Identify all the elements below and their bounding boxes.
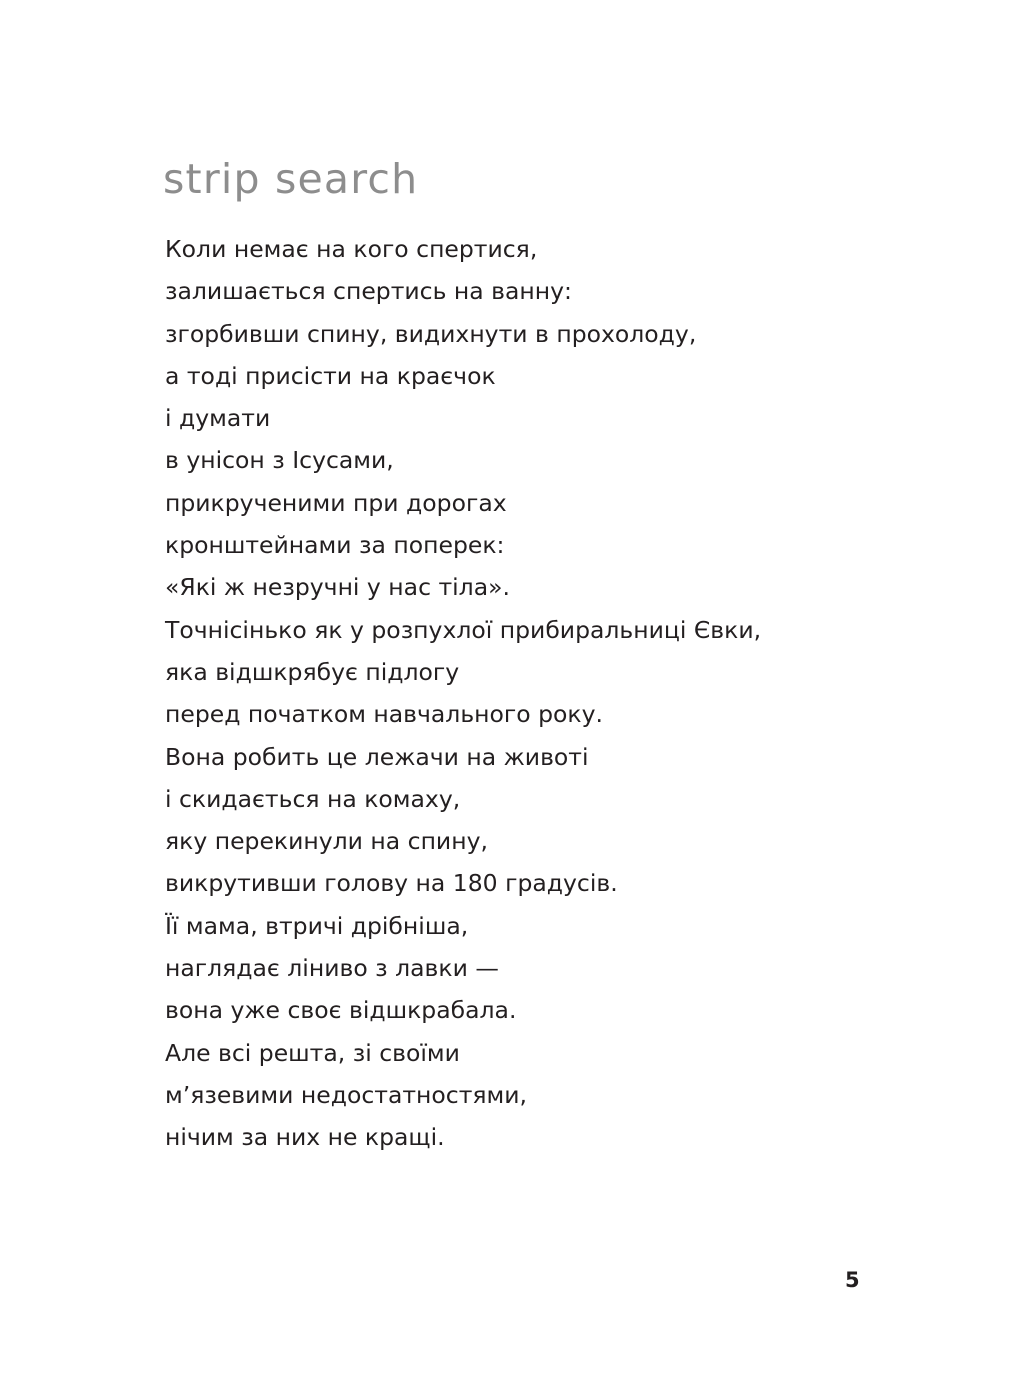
poem-line: Її мама, втричі дрібніша,	[165, 911, 469, 940]
poem-line: згорбивши спину, видихнути в прохолоду,	[165, 319, 697, 348]
poem-line: прикрученими при дорогах	[165, 488, 507, 517]
poem-line: Вона робить це лежачи на животі	[165, 742, 589, 771]
poem-line: а тоді присісти на краєчок	[165, 361, 496, 390]
poem-line: нічим за них не кращі.	[165, 1123, 445, 1152]
poem-line: Але всі решта, зі своїми	[165, 1038, 460, 1067]
poem-line: наглядає ліниво з лавки —	[165, 954, 499, 983]
poem-line: в унісон з Ісусами,	[165, 446, 394, 475]
poem-line: вона уже своє відшкрабала.	[165, 996, 517, 1025]
poem-line: і думати	[165, 404, 271, 433]
poem-line: викрутивши голову на 180 градусів.	[165, 869, 618, 898]
page-number: 5	[845, 1268, 860, 1292]
poem-line: яку перекинули на спину,	[165, 827, 488, 856]
poem-line: кронштейнами за поперек:	[165, 531, 505, 560]
poem-line: Коли немає на кого спертися,	[165, 235, 538, 263]
poem-line: залишається спертись на ванну:	[165, 277, 572, 306]
poem-line: перед початком навчального року.	[165, 700, 603, 729]
poem-line: Точнісінько як у розпухлої прибиральниці Євки,	[165, 615, 762, 644]
poem-line: «Які ж незручні у нас тіла».	[165, 573, 510, 602]
poem-line: м’язевими недостатностями,	[165, 1080, 527, 1109]
poem-line: і скидається на комаху,	[165, 784, 461, 813]
poem-line: яка відшкрябує підлогу	[165, 657, 460, 686]
poem-body	[165, 228, 905, 1159]
page-title: strip search	[163, 155, 419, 204]
